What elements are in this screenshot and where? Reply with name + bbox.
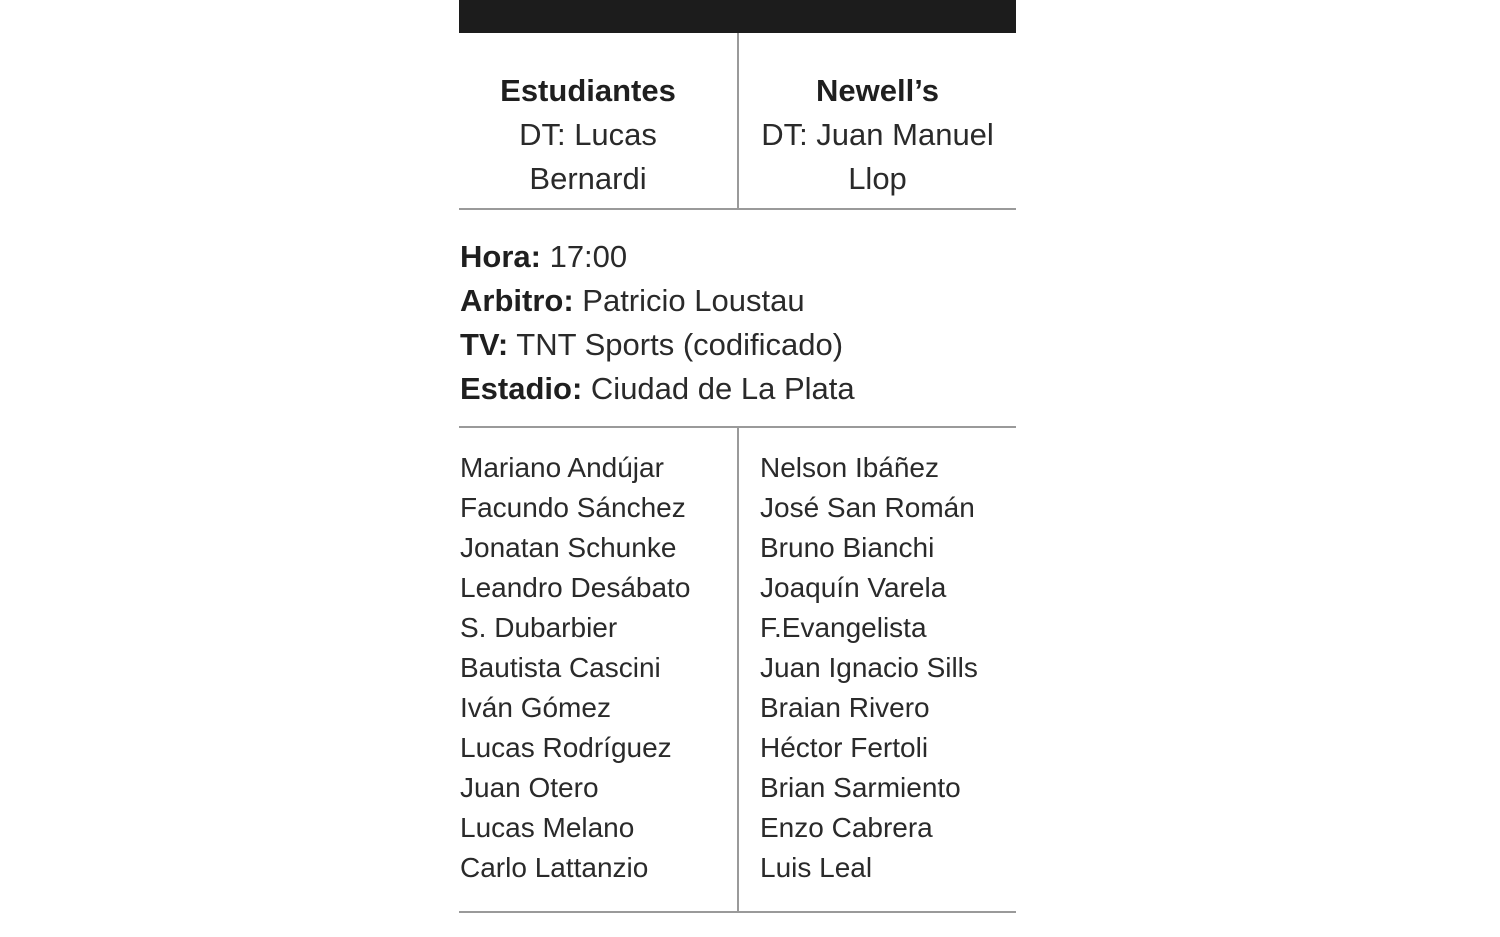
tv-label: TV: bbox=[460, 327, 509, 362]
away-team-name: Newell’s bbox=[816, 73, 939, 108]
arbitro-label: Arbitro: bbox=[460, 283, 574, 318]
away-player: Braian Rivero bbox=[760, 692, 930, 723]
home-coach-line1: DT: Lucas bbox=[519, 117, 657, 152]
away-player: Enzo Cabrera bbox=[760, 812, 933, 843]
info-row-hora bbox=[460, 235, 1016, 279]
home-coach-line2: Bernardi bbox=[529, 161, 647, 196]
header-bar bbox=[459, 0, 1016, 33]
match-card bbox=[459, 0, 1016, 937]
home-player: Carlo Lattanzio bbox=[460, 852, 649, 883]
home-player: Leandro Desábato bbox=[460, 572, 691, 603]
home-player: Jonatan Schunke bbox=[460, 532, 677, 563]
away-player: Nelson Ibáñez bbox=[760, 452, 940, 483]
hora-value: 17:00 bbox=[549, 239, 628, 274]
info-row-tv bbox=[460, 323, 1016, 367]
away-player: Bruno Bianchi bbox=[760, 532, 935, 563]
away-player: José San Román bbox=[760, 492, 975, 523]
match-info bbox=[460, 235, 1016, 411]
away-coach-line1: DT: Juan Manuel bbox=[761, 117, 994, 152]
home-player: Mariano Andújar bbox=[460, 452, 664, 483]
away-player: Brian Sarmiento bbox=[760, 772, 961, 803]
info-row-arbitro bbox=[460, 279, 1016, 323]
tv-value: TNT Sports (codificado) bbox=[516, 327, 844, 362]
teams-section bbox=[459, 33, 1016, 210]
home-player: Iván Gómez bbox=[460, 692, 611, 723]
home-team-name: Estudiantes bbox=[500, 73, 676, 108]
arbitro-value: Patricio Loustau bbox=[582, 283, 805, 318]
home-player: Bautista Cascini bbox=[460, 652, 661, 683]
lineups-divider bbox=[737, 428, 739, 911]
home-player: S. Dubarbier bbox=[460, 612, 618, 643]
info-row-estadio bbox=[460, 367, 1016, 411]
lineups-section bbox=[459, 426, 1016, 913]
home-player: Lucas Rodríguez bbox=[460, 732, 672, 763]
away-coach-line2: Llop bbox=[848, 161, 907, 196]
home-player: Lucas Melano bbox=[460, 812, 635, 843]
away-player: Juan Ignacio Sills bbox=[760, 652, 978, 683]
away-player: Héctor Fertoli bbox=[760, 732, 929, 763]
away-player: F.Evangelista bbox=[760, 612, 927, 643]
away-team bbox=[739, 69, 1016, 201]
estadio-value: Ciudad de La Plata bbox=[590, 371, 855, 406]
away-lineup bbox=[760, 448, 1016, 888]
away-player: Joaquín Varela bbox=[760, 572, 947, 603]
home-lineup bbox=[460, 448, 732, 888]
hora-label: Hora: bbox=[460, 239, 541, 274]
home-player: Juan Otero bbox=[460, 772, 599, 803]
home-team bbox=[459, 69, 717, 201]
estadio-label: Estadio: bbox=[460, 371, 583, 406]
away-player: Luis Leal bbox=[760, 852, 873, 883]
home-player: Facundo Sánchez bbox=[460, 492, 686, 523]
